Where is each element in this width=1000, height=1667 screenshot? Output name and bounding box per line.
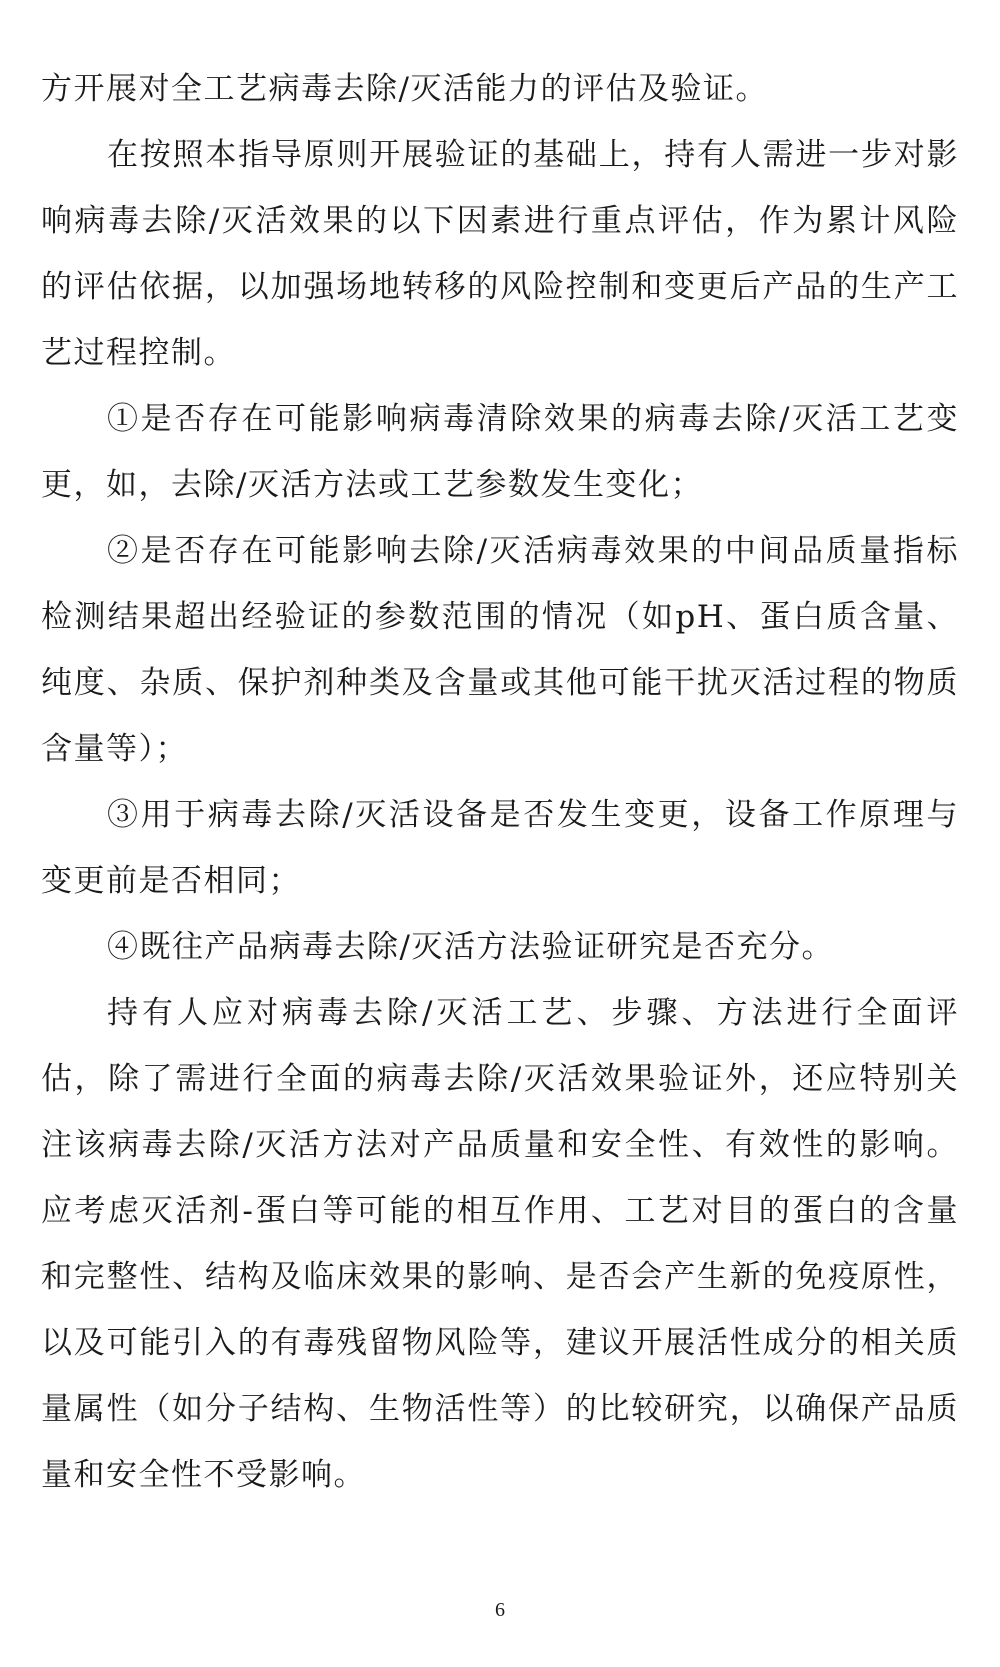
paragraph-validation-basis: 在按照本指导原则开展验证的基础上，持有人需进一步对影响病毒去除/灭活效果的以下因素进行重点评估，作为累计风险的评估依据，以加强场地转移的风险控制和变更后产品的生产工艺过程控制。 [41,137,959,371]
paragraph-comprehensive-assessment: 持有人应对病毒去除/灭活工艺、步骤、方法进行全面评估，除了需进行全面的病毒去除/灭活效果验证外，还应特别关注该病毒去除/灭活方法对产品质量和安全性、有效性的影响。应考虑灭活剂-蛋白等可能的相互作用、工艺对目的蛋白的含量和完整性、结构及临床效果的影响、是否会产生新的免疫原性，以及可能引入的有毒残留物风险等，建议开展活性成分的相关质量属性（如分子结构、生物活性等）的比较研究，以确保产品质量和安全性不受影响。 [41,995,959,1493]
page-number: 6 [495,1599,505,1621]
paragraph-continuation: 方开展对全工艺病毒去除/灭活能力的评估及验证。 [41,71,768,107]
list-item-equipment-change: ③用于病毒去除/灭活设备是否发生变更，设备工作原理与变更前是否相同； [41,797,959,899]
body-text [41,56,959,1508]
list-item-process-change: ①是否存在可能影响病毒清除效果的病毒去除/灭活工艺变更，如，去除/灭活方法或工艺参数发生变化； [41,401,959,503]
list-item-intermediate-quality: ②是否存在可能影响去除/灭活病毒效果的中间品质量指标检测结果超出经验证的参数范围的情况（如pH、蛋白质含量、纯度、杂质、保护剂种类及含量或其他可能干扰灭活过程的物质含量等）； [41,533,959,767]
list-item-prior-validation: ④既往产品病毒去除/灭活方法验证研究是否充分。 [107,929,834,965]
